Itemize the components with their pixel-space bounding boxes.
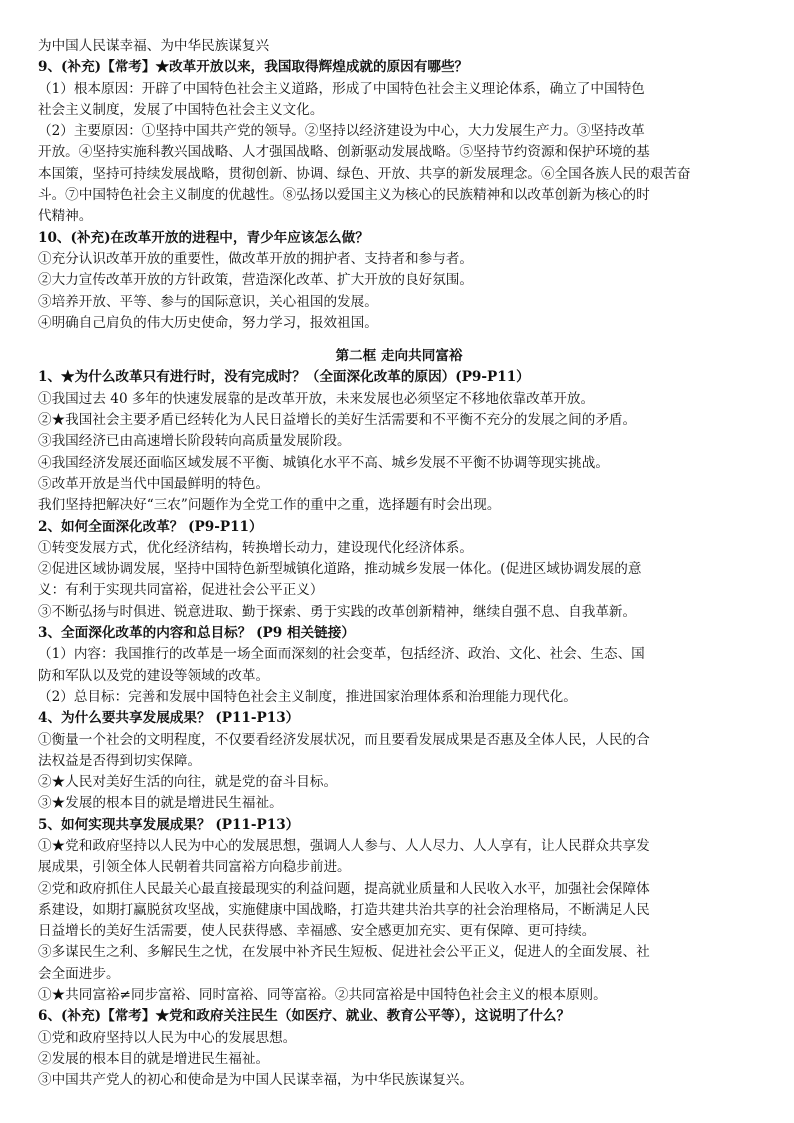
question-10-title: 10、(补充)在改革开放的进程中，青少年应该怎么做？ bbox=[38, 229, 369, 246]
text-line: （1）根本原因：开辟了中国特色社会主义道路，形成了中国特色社会主义理论体系，确立了中国特色 bbox=[38, 80, 645, 97]
text-line: ④我国经济发展还面临区域发展不平衡、城镇化水平不高、城乡发展不平衡不协调等现实挑战。 bbox=[38, 454, 609, 471]
text-line: 我们坚持把解决好“三农”问题作为全党工作的重中之重，选择题有时会出现。 bbox=[38, 497, 501, 514]
text-line: ③不断弘扬与时俱进、锐意进取、勤于探索、勇于实践的改革创新精神，继续自强不息、自我革新。 bbox=[38, 603, 637, 620]
document-page bbox=[38, 36, 760, 1092]
text-line: ①★共同富裕≠同步富裕、同时富裕、同等富裕。②共同富裕是中国特色社会主义的根本原则。 bbox=[38, 987, 607, 1004]
question-3-title: 3、全面深化改革的内容和总目标？ (P9 相关链接） bbox=[38, 625, 355, 642]
text-line: ②★我国社会主要矛盾已经转化为人民日益增长的美好生活需要和不平衡不充分的发展之间的矛盾。 bbox=[38, 412, 637, 429]
text-line: ⑤改革开放是当代中国最鲜明的特色。 bbox=[38, 475, 270, 492]
text-line: ②大力宣传改革开放的方针政策，营造深化改革、扩大开放的良好氛围。 bbox=[38, 272, 473, 289]
question-9-title: 9、(补充)【常考】★改革开放以来，我国取得辉煌成就的原因有哪些？ bbox=[38, 59, 469, 76]
text-line: 义：有利于实现共同富裕，促进社会公平正义） bbox=[38, 582, 324, 599]
question-6-title: 6、(补充)【常考】★党和政府关注民生（如医疗、就业、教育公平等），这说明了什么？ bbox=[38, 1008, 571, 1025]
text-line: ①党和政府坚持以人民为中心的发展思想。 bbox=[38, 1029, 297, 1046]
text-line: 代精神。 bbox=[38, 208, 93, 225]
text-line: ①转变发展方式，优化经济结构，转换增长动力，建设现代化经济体系。 bbox=[38, 539, 473, 556]
text-line: ①衡量一个社会的文明程度，不仅要看经济发展状况，而且要看发展成果是否惠及全体人民，人民的合 bbox=[38, 731, 650, 748]
text-line: 本国策，坚持可持续发展战略，贯彻创新、协调、绿色、开放、共享的新发展理念。⑥全国各族人民的艰苦奋 bbox=[38, 165, 691, 182]
text-line: ①★党和政府坚持以人民为中心的发展思想，强调人人参与、人人尽力、人人享有，让人民群众共享发 bbox=[38, 837, 650, 854]
text-line: 系建设，如期打赢脱贫攻坚战，实施健康中国战略，打造共建共治共享的社会治理格局，不断满足人民 bbox=[38, 901, 650, 918]
section-title: 第二框 走向共同富裕 bbox=[335, 348, 463, 365]
text-line: 法权益是否得到切实保障。 bbox=[38, 752, 202, 769]
text-line: 开放。④坚持实施科教兴国战略、人才强国战略、创新驱动发展战略。⑤坚持节约资源和保护环境的基 bbox=[38, 144, 650, 161]
text-line: ③多谋民生之利、多解民生之忧，在发展中补齐民生短板、促进社会公平正义，促进人的全面发展、社 bbox=[38, 944, 650, 961]
text-line: （2）主要原因：①坚持中国共产党的领导。②坚持以经济建设为中心，大力发展生产力。③坚持改革 bbox=[38, 123, 645, 140]
text-line: 社会主义制度，发展了中国特色社会主义文化。 bbox=[38, 101, 324, 118]
text-line: ①我国过去 40 多年的快速发展靠的是改革开放，未来发展也必须坚定不移地依靠改革开放。 bbox=[38, 390, 595, 407]
text-line: ②发展的根本目的就是增进民生福祉。 bbox=[38, 1050, 270, 1067]
text-line: ③★发展的根本目的就是增进民生福祉。 bbox=[38, 795, 283, 812]
text-line: ①充分认识改革开放的重要性，做改革开放的拥护者、支持者和参与者。 bbox=[38, 250, 473, 267]
text-line: ③我国经济已由高速增长阶段转向高质量发展阶段。 bbox=[38, 433, 351, 450]
text-line: ②★人民对美好生活的向往，就是党的奋斗目标。 bbox=[38, 774, 338, 791]
text-line: 为中国人民谋幸福、为中华民族谋复兴 bbox=[38, 38, 270, 54]
text-line: （2）总目标：完善和发展中国特色社会主义制度，推进国家治理体系和治理能力现代化。 bbox=[38, 688, 577, 705]
text-line: 会全面进步。 bbox=[38, 965, 120, 982]
question-4-title: 4、为什么要共享发展成果？ (P11-P13） bbox=[38, 710, 300, 727]
text-line: ③培养开放、平等、参与的国际意识，关心祖国的发展。 bbox=[38, 293, 378, 310]
question-1-title: 1、★为什么改革只有进行时，没有完成时？（全面深化改革的原因）(P9-P11） bbox=[38, 369, 530, 386]
text-line: ④明确自己肩负的伟大历史使命，努力学习，报效祖国。 bbox=[38, 314, 378, 331]
text-line: ③中国共产党人的初心和使命是为中国人民谋幸福，为中华民族谋复兴。 bbox=[38, 1072, 473, 1089]
text-line: 日益增长的美好生活需要，使人民获得感、幸福感、安全感更加充实、更有保障、更可持续。 bbox=[38, 923, 596, 940]
text-line: 展成果，引领全体人民朝着共同富裕方向稳步前进。 bbox=[38, 859, 351, 876]
question-2-title: 2、如何全面深化改革？ (P9-P11） bbox=[38, 518, 263, 535]
text-line: （1）内容：我国推行的改革是一场全面而深刻的社会变革，包括经济、政治、文化、社会、生态、国 bbox=[38, 646, 645, 663]
question-5-title: 5、如何实现共享发展成果？ (P11-P13） bbox=[38, 816, 300, 833]
text-line: ②促进区域协调发展，坚持中国特色新型城镇化道路，推动城乡发展一体化。(促进区域协调发展的意 bbox=[38, 561, 642, 578]
text-line: 防和军队以及党的建设等领域的改革。 bbox=[38, 667, 270, 684]
text-line: ②党和政府抓住人民最关心最直接最现实的利益问题，提高就业质量和人民收入水平，加强社会保障体 bbox=[38, 880, 650, 897]
text-line: 斗。⑦中国特色社会主义制度的优越性。⑧弘扬以爱国主义为核心的民族精神和以改革创新为核心的时 bbox=[38, 187, 650, 204]
